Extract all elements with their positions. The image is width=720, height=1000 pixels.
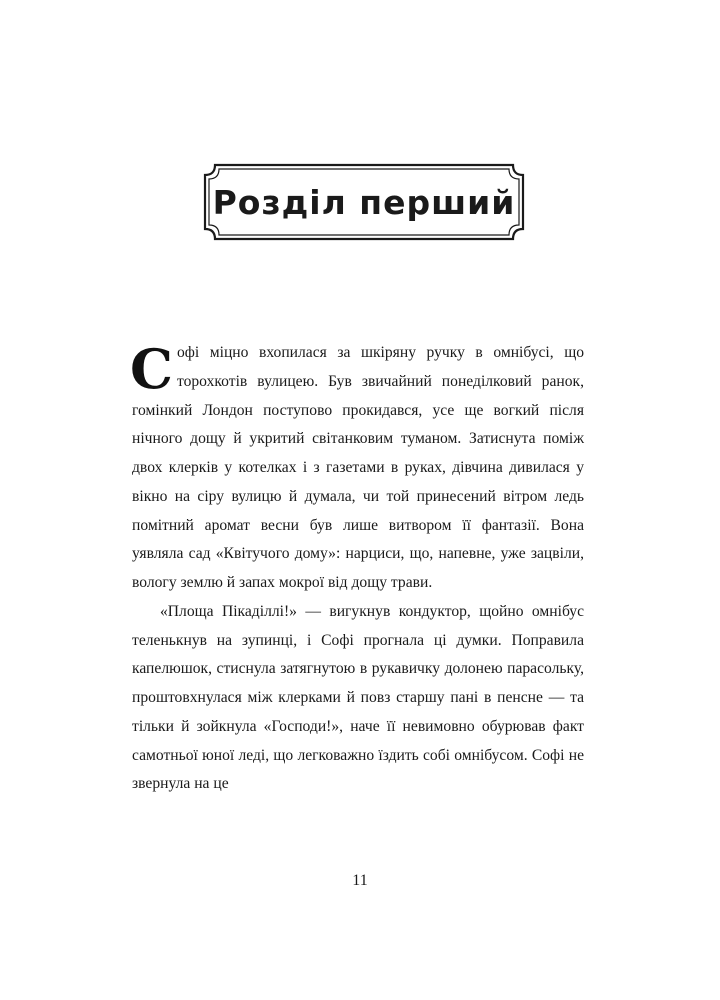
- chapter-heading-frame: [203, 163, 525, 241]
- body-text: [132, 339, 584, 799]
- paragraph-1-text: офі міцно вхопилася за шкіряну ручку в омнібусі, що торохкотів вулицею. Був звичайний понеділковий ранок, гомінкий Лондон поступово прокидався, усе ще вогкий після нічного дощу й укритий світанковим туманом. Затиснута поміж двох клерків у котелках і з газетами в руках, дівчина дивилася у вікно на сіру вулицю й думала, чи той принесений вітром ледь помітний аромат весни був лише витвором її фантазії. Вона уявляла сад «Квітучого дому»: нарциси, що, напевне, уже зацвіли, вологу землю й запах мокрої від дощу трави.: [132, 344, 584, 591]
- paragraph-2: «Площа Пікаділлі!» — вигукнув кондуктор, щойно омнібус теленькнув на зупинці, і Софі прогнала ці думки. Поправила капелюшок, стиснула затягнутою в рукавичку долонею парасольку, проштовхнулася між клерками й повз старшу пані в пенсне — та тільки й зойкнула «Господи!», наче її невимовно обурював факт самотньої юної леді, що легковажно їздить собі омнібусом. Софі не звернула на це: [132, 602, 584, 793]
- drop-cap-letter: С: [130, 337, 173, 401]
- chapter-title: Розділ перший: [212, 182, 516, 222]
- paragraph-1: [132, 339, 584, 598]
- page-number: 11: [352, 872, 368, 889]
